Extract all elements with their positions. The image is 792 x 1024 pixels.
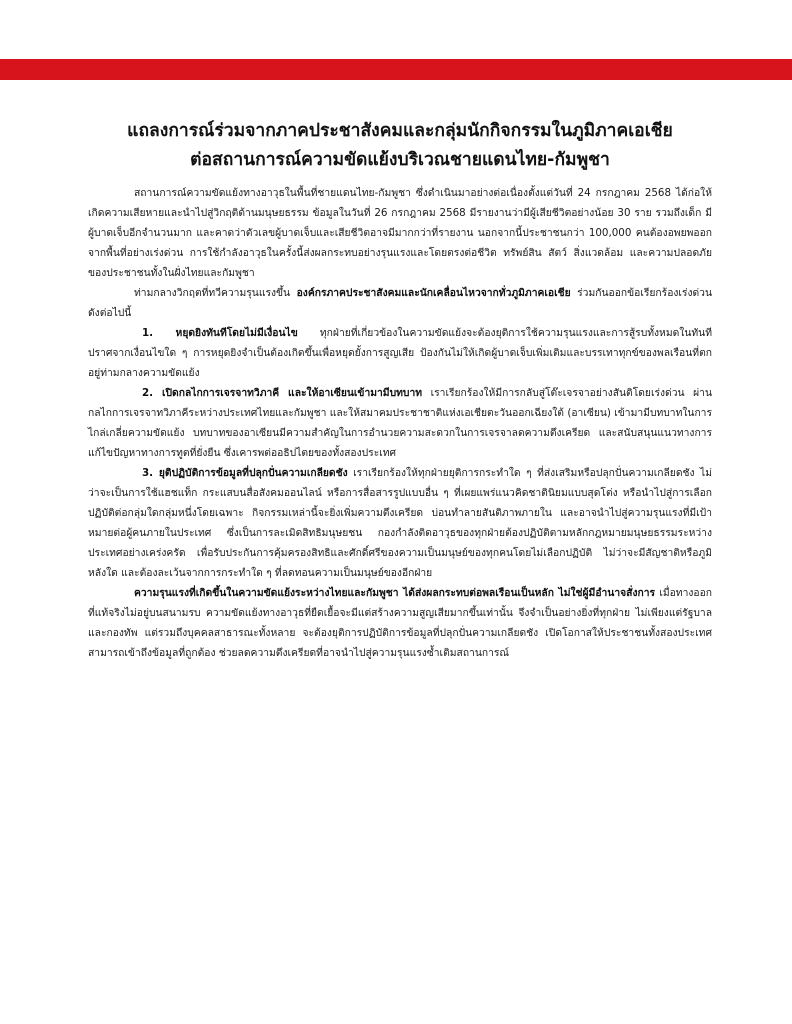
- intro-text: ท่ามกลางวิกฤตที่ทวีความรุนแรงขึ้น: [134, 287, 297, 299]
- demand-1-text: ทุกฝ่ายที่เกี่ยวข้องในความขัดแย้งจะต้องยุติการใช้ความรุนแรงและการสู้รบทั้งหมดในทันทีปราศจากเงื่อนไขใด ๆ การหยุดยิงจำเป็นต้องเกิดขึ้นเพื่อหยุดยั้งการสูญเสีย ป้องกันไม่ให้เกิดผู้บาดเจ็บเพิ่มเติมและบรรเทาทุกข์ของพลเรือนที่ตกอยู่ท่ามกลางความขัดแย้ง: [88, 327, 712, 379]
- conclusion-text: เมื่อทางออกที่แท้จริงไม่อยู่บนสนามรบ ความขัดแย้งทางอาวุธที่ยืดเยื้อจะมีแต่สร้างความสูญเสียมากขึ้นเท่านั้น จึงจำเป็นอย่างยิ่งที่ทุกฝ่าย ไม่เพียงแต่รัฐบาลและกองทัพ แต่รวมถึงบุคคลสาธารณะทั้งหลาย จะต้องยุติการปฏิบัติการข้อมูลที่ปลุกปั่นความเกลียดชัง เปิดโอกาสให้ประชาชนทั้งสองประเทศสามารถเข้าถึงข้อมูลที่ถูกต้อง ช่วยลดความตึงเครียดที่อาจนำไปสู่ความรุนแรงซ้ำเติมสถานการณ์: [88, 587, 713, 659]
- document-body: [88, 183, 712, 663]
- paragraph-intro-demands: [88, 283, 712, 323]
- conclusion-heading: ความรุนแรงที่เกิดขึ้นในความขัดแย้งระหว่างไทยและกัมพูชา ได้ส่งผลกระทบต่อพลเรือนเป็นหลัก ไม่ใช่ผู้มีอำนาจสั่งการ: [134, 587, 656, 599]
- demand-3-heading: 3. ยุติปฏิบัติการข้อมูลที่ปลุกปั่นความเกลียดชัง: [142, 467, 348, 479]
- demand-3-text: เราเรียกร้องให้ทุกฝ่ายยุติการกระทำใด ๆ ที่ส่งเสริมหรือปลุกปั่นความเกลียดชัง ไม่ว่าจะเป็นการใช้แฮชแท็ก กระแสบนสื่อสังคมออนไลน์ หรือการสื่อสารรูปแบบอื่น ๆ ที่เผยแพร่แนวคิดชาตินิยมแบบสุดโต่ง หรือนำไปสู่การเลือกปฏิบัติต่อกลุ่มใดกลุ่มหนึ่งโดยเฉพาะ กิจกรรมเหล่านี้จะยิ่งเพิ่มความตึงเครียด บ่อนทำลายสันติภาพภายใน และอาจนำไปสู่ความรุนแรงที่มีเป้าหมายต่อผู้คนภายในประเทศ ซึ่งเป็นการละเมิดสิทธิมนุษยชน กองกำลังติดอาวุธของทุกฝ่ายต้องปฏิบัติตามหลักกฎหมายมนุษยธรรมระหว่างประเทศอย่างเคร่งครัด เพื่อรับประกันการคุ้มครองสิทธิและศักดิ์ศรีของความเป็นมนุษย์ของทุกคนโดยไม่เลือกปฏิบัติ ไม่ว่าจะมีสัญชาติหรือภูมิหลังใด และต้องละเว้นจากการกระทำใด ๆ ที่ลดทอนความเป็นมนุษย์ของอีกฝ่าย: [88, 467, 712, 579]
- paragraph-situation: สถานการณ์ความขัดแย้งทางอาวุธในพื้นที่ชายแดนไทย-กัมพูชา ซึ่งดำเนินมาอย่างต่อเนื่องตั้งแต่วันที่ 24 กรกฎาคม 2568 ได้ก่อให้เกิดความเสียหายและนำไปสู่วิกฤติด้านมนุษยธรรม ข้อมูลในวันที่ 26 กรกฎาคม 2568 มีรายงานว่ามีผู้เสียชีวิตอย่างน้อย 30 ราย รวมถึงเด็ก มีผู้บาดเจ็บอีกจำนวนมาก และคาดว่าตัวเลขผู้บาดเจ็บและเสียชีวิตอาจมีมากกว่าที่รายงาน นอกจากนี้ประชาชนกว่า 100,000 คนต้องอพยพออกจากพื้นที่อย่างเร่งด่วน การใช้กำลังอาวุธในครั้งนี้ส่งผลกระทบอย่างรุนแรงและโดยตรงต่อชีวิต ทรัพย์สิน สัตว์ สิ่งแวดล้อม และความปลอดภัยของประชาชนทั้งในฝั่งไทยและกัมพูชา: [88, 187, 712, 279]
- paragraph-conclusion: [88, 583, 712, 663]
- intro-text-end: ร่วมกันออกข้อเรียกร้องเร่งด่วนดังต่อไปนี้: [88, 287, 712, 319]
- demand-1-heading: 1. หยุดยิงทันทีโดยไม่มีเงื่อนไข: [142, 327, 298, 339]
- header-red-bar: [0, 59, 792, 80]
- document-title-line-1: แถลงการณ์ร่วมจากภาคประชาสังคมและกลุ่มนักกิจกรรมในภูมิภาคเอเชีย: [127, 121, 673, 141]
- demand-2-heading: 2. เปิดกลไกการเจรจาทวิภาคี และให้อาเซียนเข้ามามีบทบาท: [142, 387, 423, 399]
- document-title-line-2: ต่อสถานการณ์ความขัดแย้งบริเวณชายแดนไทย-กัมพูชา: [190, 150, 610, 170]
- demand-item-2: [88, 383, 712, 463]
- coalition-name: องค์กรภาคประชาสังคมและนักเคลื่อนไหวจากทั่วภูมิภาคเอเชีย: [296, 287, 571, 299]
- demand-2-text: เราเรียกร้องให้มีการกลับสู่โต๊ะเจรจาอย่างสันติโดยเร่งด่วน ผ่านกลไกการเจรจาทวิภาคีระหว่างประเทศไทยและกัมพูชา และให้สมาคมประชาชาติแห่งเอเชียตะวันออกเฉียงใต้ (อาเซียน) เข้ามามีบทบาทในการไกล่เกลี่ยความขัดแย้ง บทบาทของอาเซียนมีความสำคัญในการอำนวยความสะดวกในการเจรจาลดความตึงเครียด และสนับสนุนแนวทางการแก้ไขปัญหาทางการทูตที่ยั่งยืน ซึ่งเคารพต่ออธิปไตยของทั้งสองประเทศ: [88, 387, 712, 459]
- demand-item-3: [88, 463, 712, 583]
- demand-item-1: [88, 323, 712, 383]
